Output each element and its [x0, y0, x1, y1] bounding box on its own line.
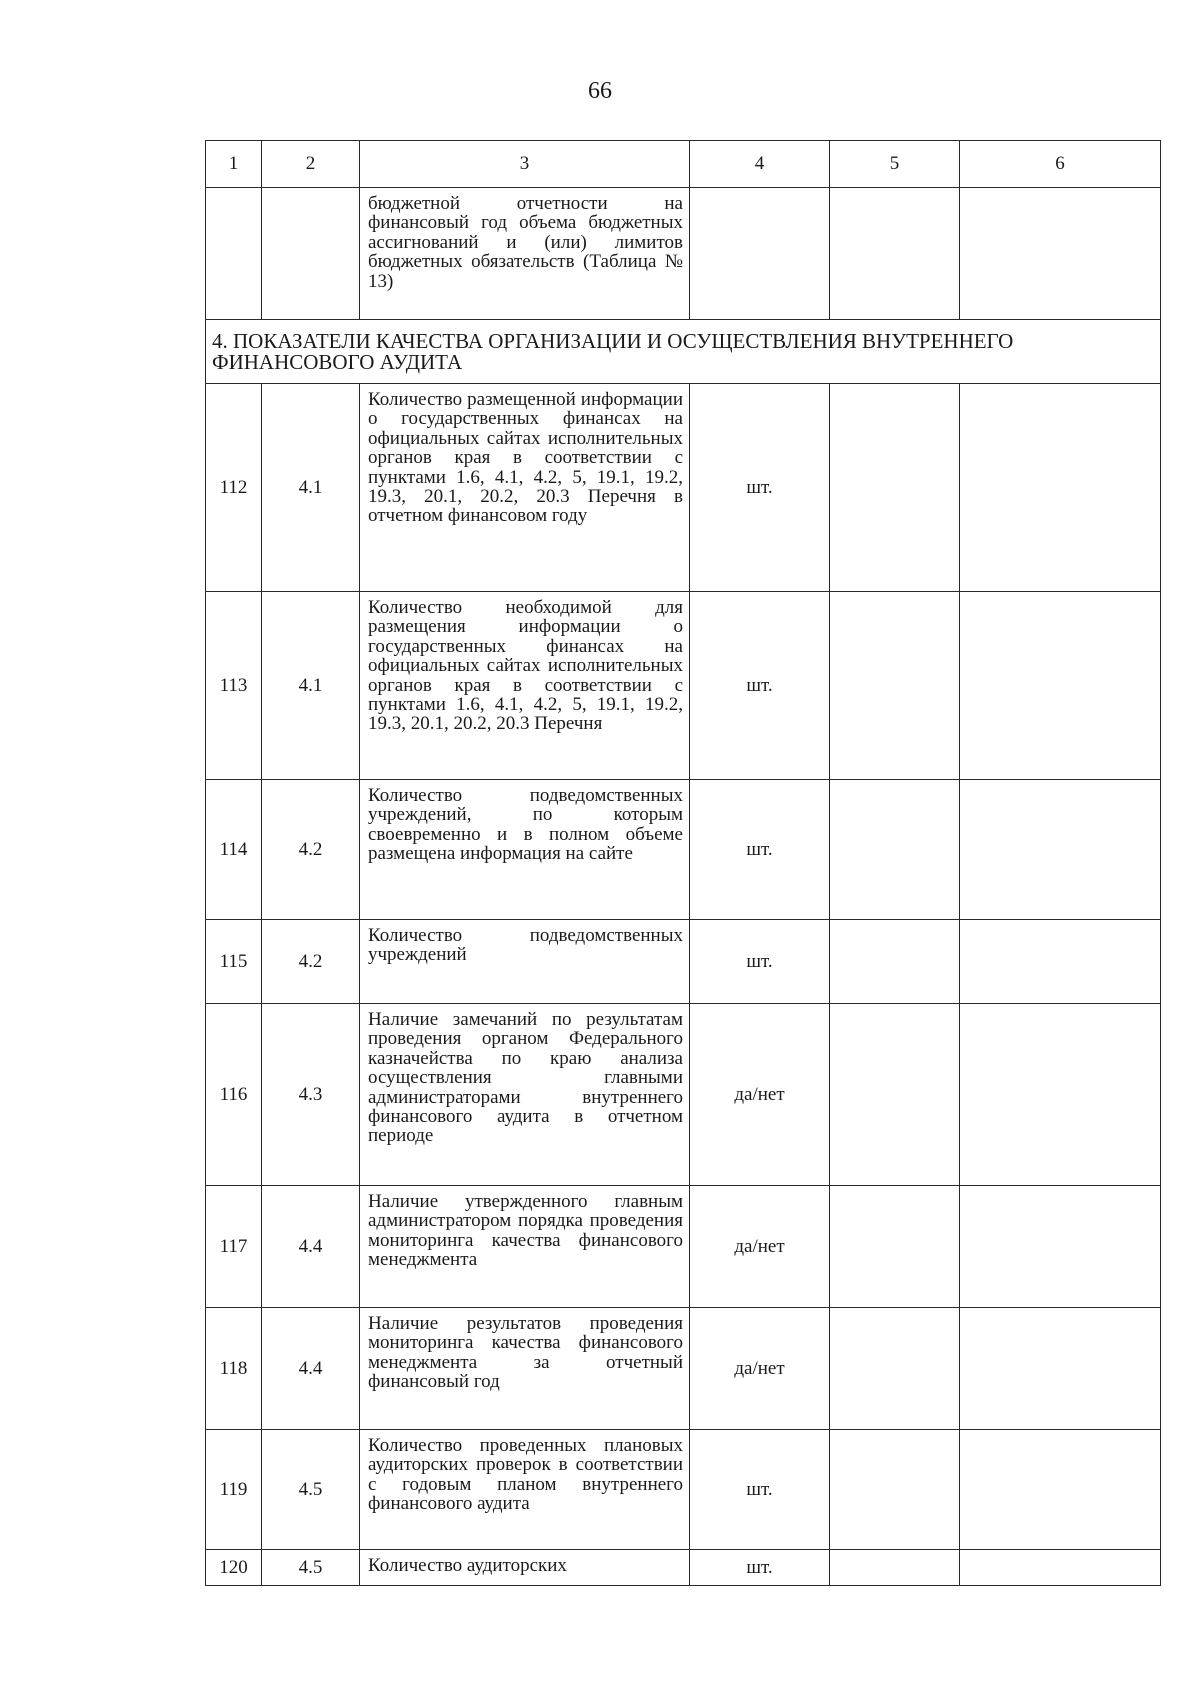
table-row — [206, 592, 1161, 780]
unit-cell: шт. — [690, 1550, 830, 1586]
table-cell — [960, 384, 1161, 592]
table-cell — [830, 384, 960, 592]
column-header: 6 — [960, 141, 1161, 188]
row-number: 119 — [206, 1430, 262, 1550]
indicator-text: Наличие результатов проведения мониторинга качества финансового менеджмента за отчетный финансовый год — [360, 1308, 690, 1430]
column-header: 5 — [830, 141, 960, 188]
indicator-text: Количество необходимой для размещения информации о государственных финансах на официальных сайтах исполнительных органов края в соответствии с пунктами 1.6, 4.1, 4.2, 5, 19.1, 19.2, 19.3, 20.1, 20.2, 20.3 Перечня — [360, 592, 690, 780]
indicator-text: Наличие замечаний по результатам проведения органом Федерального казначейства по краю анализа осуществления главными администраторами внутреннего финансового аудита в отчетном периоде — [360, 1004, 690, 1186]
column-header: 3 — [360, 141, 690, 188]
column-header-row — [206, 141, 1161, 188]
table-cell — [830, 780, 960, 920]
indicator-text: Наличие утвержденного главным администратором порядка проведения мониторинга качества финансового менеджмента — [360, 1186, 690, 1308]
page-number: 66 — [588, 78, 612, 104]
table-cell — [830, 920, 960, 1004]
section-heading: 4. ПОКАЗАТЕЛИ КАЧЕСТВА ОРГАНИЗАЦИИ И ОСУЩЕСТВЛЕНИЯ ВНУТРЕННЕГО ФИНАНСОВОГО АУДИТА — [206, 320, 1161, 384]
row-number: 113 — [206, 592, 262, 780]
table-row — [206, 920, 1161, 1004]
table-cell — [830, 188, 960, 320]
table-row — [206, 1308, 1161, 1430]
table-cell — [830, 1550, 960, 1586]
table-row — [206, 1186, 1161, 1308]
column-header: 2 — [262, 141, 360, 188]
row-number: 116 — [206, 1004, 262, 1186]
table-cell — [690, 188, 830, 320]
unit-cell: шт. — [690, 1430, 830, 1550]
section-heading-row — [206, 320, 1161, 384]
table-row — [206, 1004, 1161, 1186]
row-code: 4.3 — [262, 1004, 360, 1186]
unit-cell: шт. — [690, 920, 830, 1004]
continuation-row — [206, 188, 1161, 320]
table-cell — [960, 780, 1161, 920]
table-row — [206, 1550, 1161, 1586]
table-cell — [960, 188, 1161, 320]
table-cell — [830, 1308, 960, 1430]
table-row — [206, 780, 1161, 920]
table-cell — [262, 188, 360, 320]
indicator-text: Количество подведомственных учреждений, по которым своевременно и в полном объеме размещена информация на сайте — [360, 780, 690, 920]
column-header: 4 — [690, 141, 830, 188]
table-cell — [206, 188, 262, 320]
table-cell — [960, 1186, 1161, 1308]
table-cell — [830, 592, 960, 780]
table-cell — [960, 1308, 1161, 1430]
indicator-text: Количество аудиторских — [360, 1550, 690, 1586]
row-number: 115 — [206, 920, 262, 1004]
unit-cell: шт. — [690, 592, 830, 780]
table-cell — [830, 1430, 960, 1550]
row-code: 4.1 — [262, 384, 360, 592]
row-code: 4.1 — [262, 592, 360, 780]
row-code: 4.2 — [262, 920, 360, 1004]
indicator-text: бюджетной отчетности на финансовый год объема бюджетных ассигнований и (или) лимитов бюджетных обязательств (Таблица № 13) — [360, 188, 690, 320]
unit-cell: да/нет — [690, 1004, 830, 1186]
table-cell — [830, 1004, 960, 1186]
row-number: 117 — [206, 1186, 262, 1308]
row-code: 4.2 — [262, 780, 360, 920]
row-code: 4.5 — [262, 1430, 360, 1550]
indicators-table — [205, 140, 1161, 1586]
indicator-text: Количество проведенных плановых аудиторских проверок в соответствии с годовым планом внутреннего финансового аудита — [360, 1430, 690, 1550]
row-number: 114 — [206, 780, 262, 920]
column-header: 1 — [206, 141, 262, 188]
row-number: 120 — [206, 1550, 262, 1586]
unit-cell: да/нет — [690, 1186, 830, 1308]
row-number: 112 — [206, 384, 262, 592]
unit-cell: шт. — [690, 384, 830, 592]
table-cell — [960, 1430, 1161, 1550]
row-number: 118 — [206, 1308, 262, 1430]
indicator-text: Количество подведомственных учреждений — [360, 920, 690, 1004]
row-code: 4.4 — [262, 1186, 360, 1308]
table-cell — [960, 1550, 1161, 1586]
table-cell — [960, 920, 1161, 1004]
indicator-text: Количество размещенной информации о государственных финансах на официальных сайтах исполнительных органов края в соответствии с пунктами 1.6, 4.1, 4.2, 5, 19.1, 19.2, 19.3, 20.1, 20.2, 20.3 Перечня в отчетном финансовом году — [360, 384, 690, 592]
row-code: 4.5 — [262, 1550, 360, 1586]
table-row — [206, 384, 1161, 592]
row-code: 4.4 — [262, 1308, 360, 1430]
table-cell — [830, 1186, 960, 1308]
table-row — [206, 1430, 1161, 1550]
unit-cell: да/нет — [690, 1308, 830, 1430]
table-cell — [960, 1004, 1161, 1186]
unit-cell: шт. — [690, 780, 830, 920]
table-cell — [960, 592, 1161, 780]
